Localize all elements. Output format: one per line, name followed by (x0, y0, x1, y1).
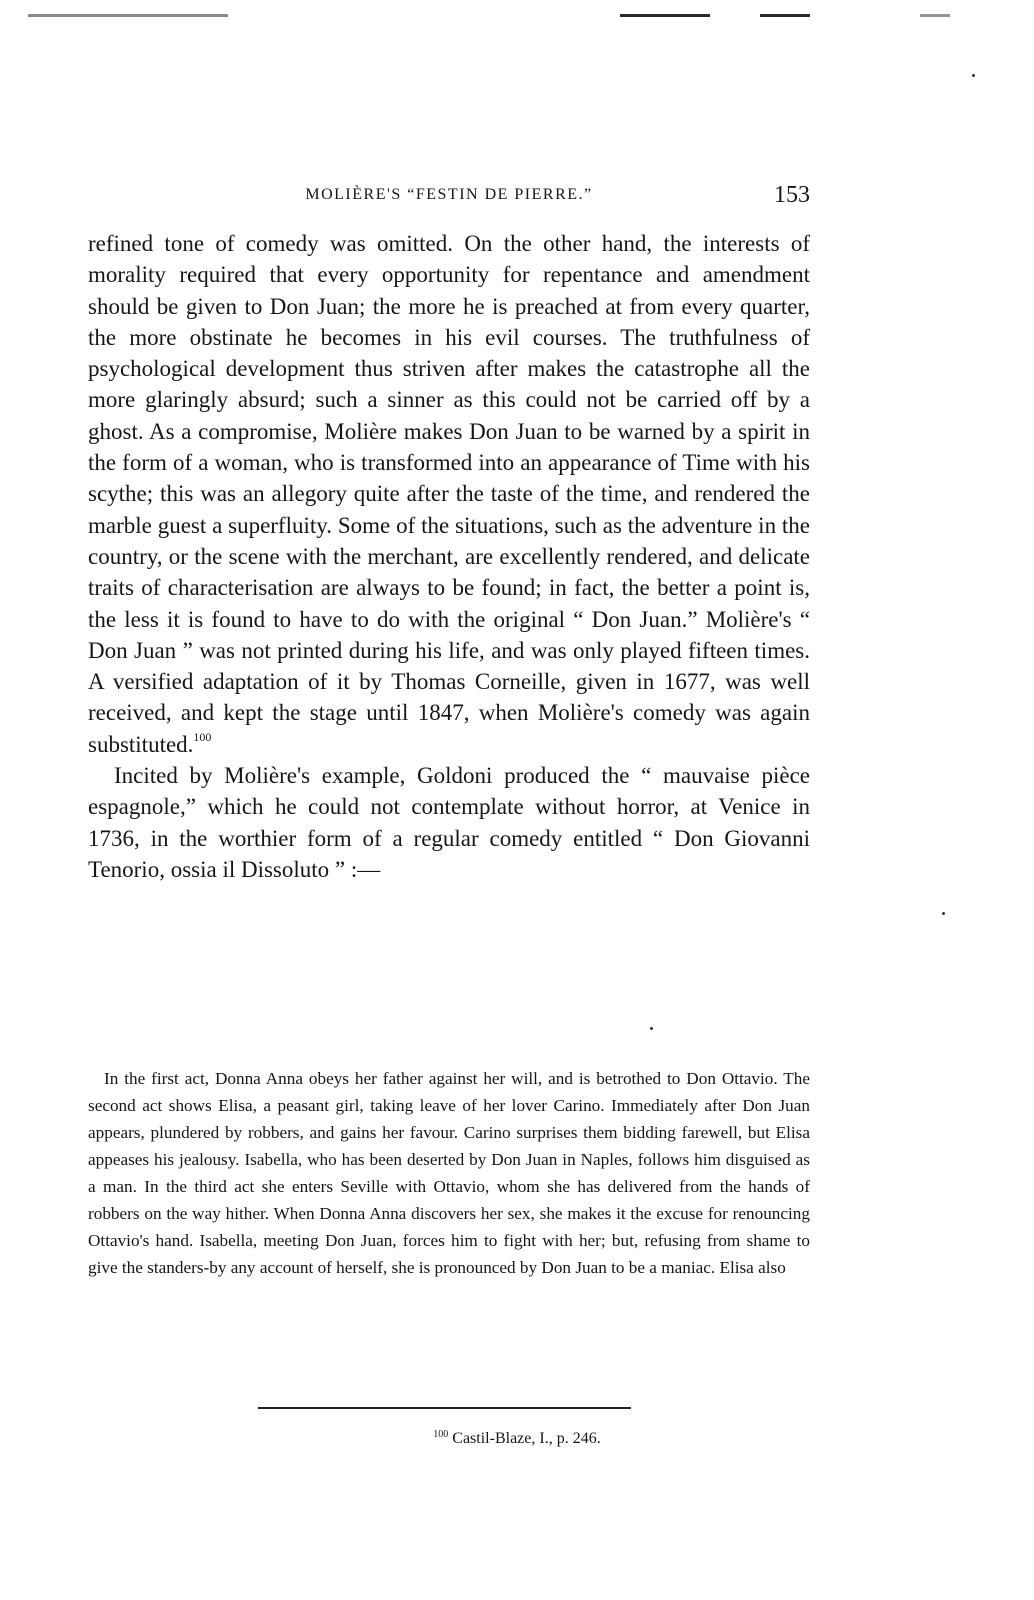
scan-speck (972, 74, 975, 77)
page-number: 153 (774, 182, 810, 208)
footnote (0, 1427, 1034, 1451)
main-text (88, 228, 810, 885)
paragraph (88, 760, 810, 885)
running-title: MOLIÈRE'S “FESTIN DE PIERRE.” (305, 186, 593, 203)
paragraph-text: Incited by Molière's example, Goldoni produced the “ mauvaise pièce espagnole,” which he could not contemplate without horror, at Venice in 1736, in the worthier form of a regular comedy entitled “ Don Giovanni Tenorio, ossia il Dissoluto ” :— (88, 763, 810, 882)
running-head (88, 180, 810, 210)
footnote-divider (258, 1407, 631, 1409)
block-quote: In the first act, Donna Anna obeys her father against her will, and is betrothed to Don Ottavio. The second act shows Elisa, a peasant girl, taking leave of her lover Carino. Immediately after Don Juan appears, plundered by robbers, and gains her favour. Carino surprises them bidding farewell, but Elisa appeases his jealousy. Isabella, who has been deserted by Don Juan in Naples, follows him disguised as a man. In the third act she enters Seville with Ottavio, whom she has delivered from the hands of robbers on the way hither. When Donna Anna discovers her sex, she makes it the excuse for renouncing Ottavio's hand. Isabella, meeting Don Juan, forces him to fight with her; but, refusing from shame to give the standers-by any account of herself, she is pronounced by Don Juan to be a maniac. Elisa also (88, 1069, 810, 1277)
scan-artifact (620, 14, 710, 17)
scan-artifact (760, 14, 810, 17)
footnote-reference: 100 (193, 729, 212, 744)
scan-artifact (28, 14, 228, 17)
footnote-text: Castil-Blaze, I., p. 246. (452, 1430, 601, 1447)
paragraph (88, 228, 810, 760)
scan-artifact (920, 14, 950, 17)
footnote-marker: 100 (433, 1429, 449, 1440)
paragraph-text: refined tone of comedy was omitted. On the other hand, the interests of morality required that every opportunity for repentance and amendment should be given to Don Juan; the more he is preached at from every quarter, the more obstinate he becomes in his evil courses. The truthfulness of psychological development thus striven after makes the catastrophe all the more glaringly absurd; such a sinner as this could not be carried off by a ghost. As a compromise, Molière makes Don Juan to be warned by a spirit in the form of a woman, who is transformed into an appearance of Time with his scythe; this was an allegory quite after the taste of the time, and rendered the marble guest a superfluity. Some of the situations, such as the adventure in the country, or the scene with the merchant, are excellently rendered, and delicate traits of characterisation are always to be found; in fact, the better a point is, the less it is found to have to do with the original “ Don Juan.” Molière's “ Don Juan ” was not printed during his life, and was only played fifteen times. A versified adaptation of it by Thomas Corneille, given in 1677, was well received, and kept the stage until 1847, when Molière's comedy was again substituted. (88, 231, 810, 757)
scan-speck (942, 912, 945, 915)
scan-speck (650, 1027, 653, 1030)
